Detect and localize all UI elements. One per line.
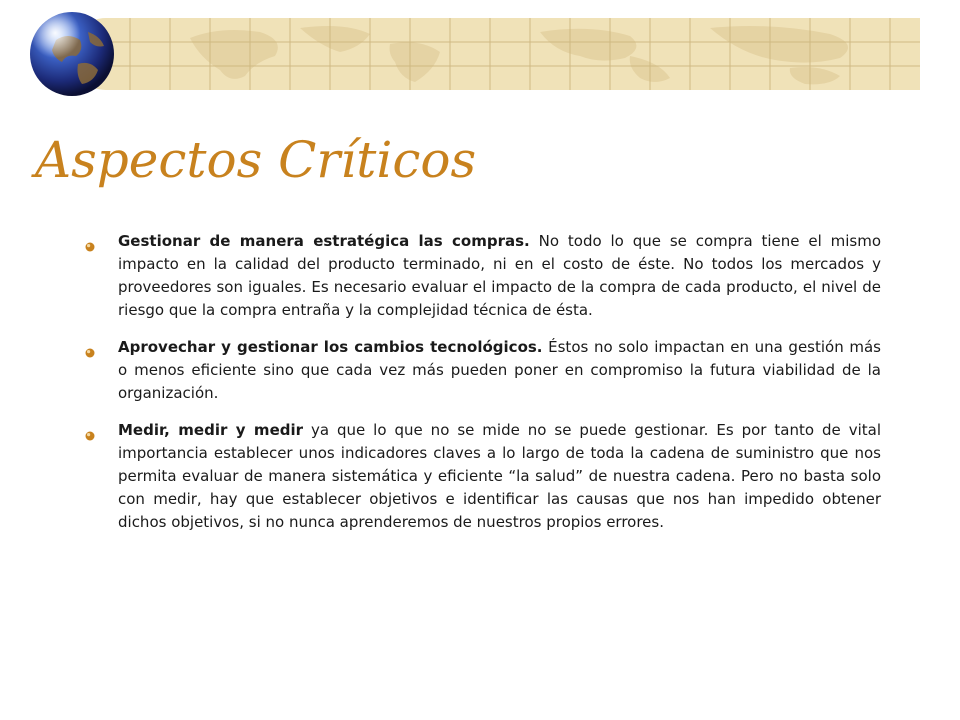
bullet-lead: Aprovechar y gestionar los cambios tecnológicos. [118,338,543,356]
globe-icon [28,10,116,98]
bullet-lead: Gestionar de manera estratégica las compras. [118,232,530,250]
bullet-text: ya que lo que no se mide no se puede gestionar. Es por tanto de vital importancia establecer unos indicadores claves a lo largo de toda la cadena de suministro que nos permita evaluar de manera sistemática y eficiente “la salud” de nuestra cadena. Pero no basta solo con medir, hay que establecer objetivos e identificar las causas que nos han impedido obtener dichos objetivos, si no nunca aprenderemos de nuestros propios errores. [118,421,881,531]
bullet-icon [85,425,95,435]
bullet-icon [85,236,95,246]
bullet-list [85,230,881,548]
bullet-item-measure [85,419,881,534]
bullet-item-strategic-purchasing [85,230,881,322]
bullet-icon [85,342,95,352]
bullet-item-technology-changes [85,336,881,405]
world-map-banner [70,18,920,90]
bullet-text: No todo lo que se compra tiene el mismo impacto en la calidad del producto terminado, ni en el costo de éste. No todos los mercados y proveedores son iguales. Es necesario evaluar el impacto de la compra de cada producto, el nivel de riesgo que la compra entraña y la complejidad técnica de ésta. [118,232,882,319]
bullet-text: Éstos no solo impactan en una gestión más o menos eficiente sino que cada vez más pueden poner en compromiso la futura viabilidad de la organización. [118,338,881,402]
bullet-lead: Medir, medir y medir [118,421,304,439]
slide-title: Aspectos Críticos [35,131,477,189]
